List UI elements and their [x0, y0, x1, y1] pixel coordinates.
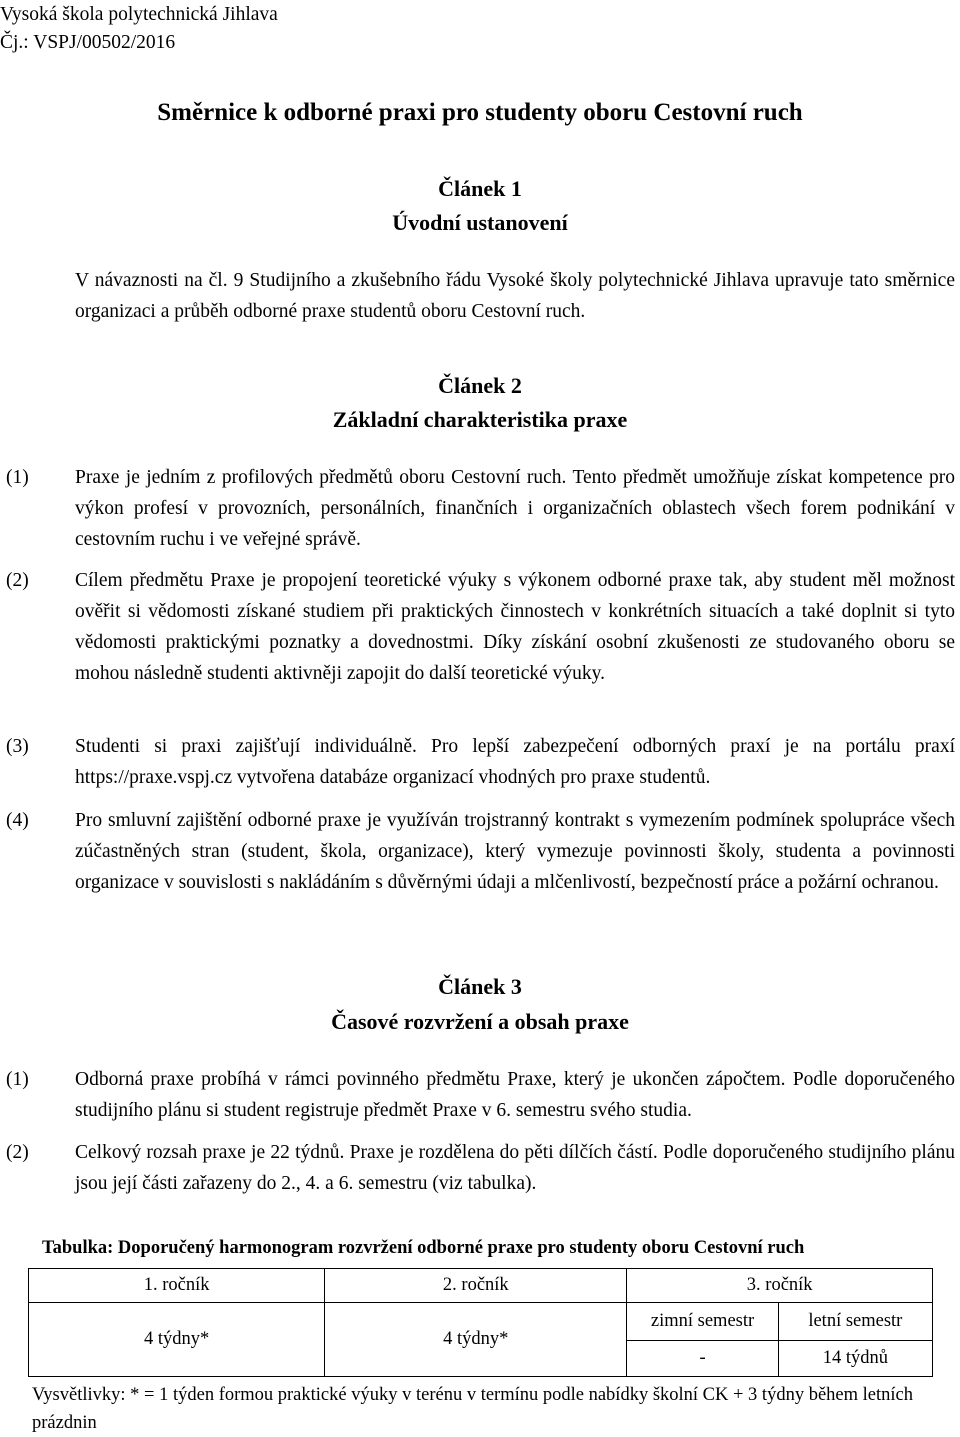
table-cell: zimní semestr — [627, 1303, 778, 1341]
table-footnote: Vysvětlivky: * = 1 týden formou praktické výuky v terénu v termínu podle nabídky školní CK + 3 týdny během letních prázdnin — [32, 1385, 913, 1433]
table-header-cell: 1. ročník — [29, 1269, 325, 1303]
table-caption: Tabulka: Doporučený harmonogram rozvržení odborné praxe pro studenty oboru Cestovní ruch — [42, 1238, 805, 1258]
table-header-cell: 2. ročník — [325, 1269, 627, 1303]
table-cell: 14 týdnů — [778, 1341, 932, 1377]
paragraph-number: (2) — [6, 570, 29, 591]
paragraph-text: Cílem předmětu Praxe je propojení teoretické výuky s výkonem odborné praxe tak, aby student měl možnost ověřit si vědomosti získané studiem při praktických činnostech v konkrétních situacích a také doplnit si tyto vědomosti praktickými poznatky a dovednostmi. Díky získání osobní zkušenosti ze studovaného oboru se mohou následně studenti aktivněji zapojit do další teoretické výuky. — [75, 570, 955, 684]
article2-subheading: Základní charakteristika praxe — [332, 407, 628, 432]
article1-text: V návaznosti na čl. 9 Studijního a zkušebního řádu Vysoké školy polytechnické Jihlava upravuje tato směrnice organizaci a průběh odborné praxe studentů oboru Cestovní ruch. — [75, 270, 955, 322]
paragraph-number: (1) — [6, 1069, 29, 1090]
paragraph-text: Praxe je jedním z profilových předmětů oboru Cestovní ruch. Tento předmět umožňuje získat kompetence pro výkon profesí v provozních, personálních, finančních i organizačních oblastech všech forem podnikání v cestovním ruchu i ve veřejné správě. — [75, 467, 955, 550]
table-cell: - — [627, 1341, 778, 1377]
table-cell: 4 týdny* — [325, 1303, 627, 1377]
article1-heading: Článek 1 — [438, 176, 522, 201]
paragraph-number: (1) — [6, 467, 29, 488]
table-cell: letní semestr — [778, 1303, 932, 1341]
article1-subheading: Úvodní ustanovení — [392, 210, 568, 235]
table-header-cell: 3. ročník — [627, 1269, 933, 1303]
table-row — [29, 1269, 933, 1303]
table-row — [29, 1303, 933, 1341]
paragraph-number: (3) — [6, 736, 29, 757]
article3-heading: Článek 3 — [438, 974, 522, 999]
institution-name: Vysoká škola polytechnická Jihlava — [0, 4, 278, 25]
table-cell: 4 týdny* — [29, 1303, 325, 1377]
article2-heading: Článek 2 — [438, 373, 522, 398]
paragraph-number: (2) — [6, 1142, 29, 1163]
schedule-table — [28, 1268, 933, 1377]
paragraph-number: (4) — [6, 810, 29, 831]
paragraph-text: Odborná praxe probíhá v rámci povinného předmětu Praxe, který je ukončen zápočtem. Podle doporučeného studijního plánu si student registruje předmět Praxe v 6. semestru svého studia. — [75, 1069, 955, 1121]
paragraph-text: Studenti si praxi zajišťují individuálně. Pro lepší zabezpečení odborných praxí je na portálu praxí https://praxe.vspj.cz vytvořena databáze organizací vhodných pro praxe studentů. — [75, 736, 955, 788]
article3-subheading: Časové rozvržení a obsah praxe — [331, 1009, 629, 1034]
reference-number: Čj.: VSPJ/00502/2016 — [0, 32, 176, 53]
paragraph-text: Celkový rozsah praxe je 22 týdnů. Praxe je rozdělena do pěti dílčích částí. Podle doporučeného studijního plánu jsou její části zařazeny do 2., 4. a 6. semestru (viz tabulka). — [75, 1142, 955, 1194]
document-title: Směrnice k odborné praxi pro studenty oboru Cestovní ruch — [157, 99, 803, 126]
paragraph-text: Pro smluvní zajištění odborné praxe je využíván trojstranný kontrakt s vymezením podmínek spolupráce všech zúčastněných stran (student, škola, organizace), který vymezuje povinnosti školy, studenta a povinnosti organizace v souvislosti s nakládáním s důvěrnými údaji a mlčenlivostí, bezpečností práce a požární ochranou. — [75, 810, 955, 893]
